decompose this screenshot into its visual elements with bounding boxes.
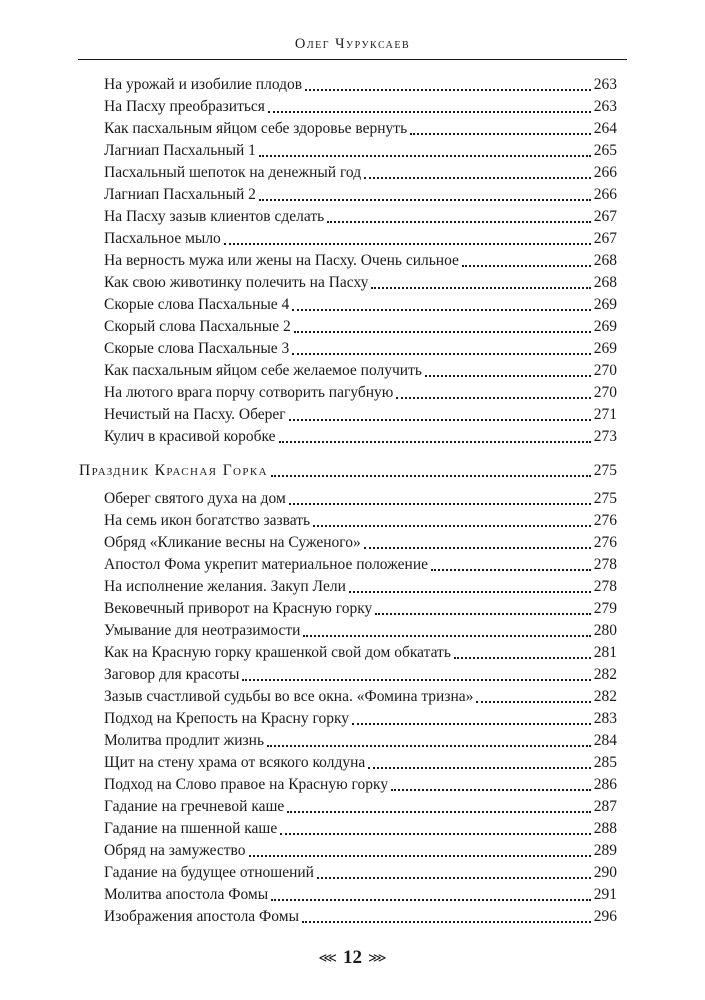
leader-dots [289, 503, 591, 505]
toc-entry-title: Щит на стену храма от всякого колдуна [104, 754, 366, 771]
toc-entry[interactable] [104, 686, 617, 708]
leader-dots [302, 921, 591, 923]
toc-entry-page: 267 [593, 230, 617, 247]
toc-entry[interactable] [104, 426, 617, 448]
toc-entry[interactable] [104, 184, 617, 206]
toc-section-title: Праздник Красная Горка [79, 462, 269, 479]
toc-entry-title: Лагниап Пасхальный 2 [104, 186, 256, 203]
toc-entry-page: 263 [593, 98, 617, 115]
toc-entry-page: 271 [593, 406, 617, 423]
toc-entry[interactable] [104, 118, 617, 140]
toc-entry-title: Обряд «Кликание весны на Суженого» [104, 534, 361, 551]
leader-dots [364, 177, 591, 179]
toc-entry-page: 289 [593, 842, 617, 859]
toc-entry[interactable] [104, 382, 617, 404]
leader-dots [271, 475, 591, 477]
toc-entry[interactable] [104, 708, 617, 730]
leader-dots [294, 331, 591, 333]
toc-entry-title: Как пасхальным яйцом себе здоровье вернуть [104, 120, 408, 137]
toc-entry-page: 269 [593, 340, 617, 357]
toc-entry-page: 282 [593, 688, 617, 705]
leader-dots [375, 613, 590, 615]
toc-entry-page: 268 [593, 252, 617, 269]
toc-entry-title: Обряд на замужество [104, 842, 246, 859]
toc-entry[interactable] [104, 664, 617, 686]
toc-entry-page: 283 [593, 710, 617, 727]
toc-entry-title: Заговор для красоты [104, 666, 240, 683]
leader-dots [371, 287, 590, 289]
toc-entry[interactable] [104, 272, 617, 294]
leader-dots [454, 657, 591, 659]
toc-entry-title: Нечистый на Пасху. Оберег [104, 406, 286, 423]
toc-entry-title: На семь икон богатство зазвать [104, 512, 311, 529]
toc-entry-page: 291 [593, 886, 617, 903]
leader-dots [268, 111, 591, 113]
toc-entry-title: Изображения апостола Фомы [104, 908, 299, 925]
toc-entry-title: Лагниап Пасхальный 1 [104, 142, 256, 159]
toc-entry-page: 265 [593, 142, 617, 159]
leader-dots [317, 877, 591, 879]
leader-dots [292, 353, 590, 355]
toc-entry[interactable] [104, 488, 617, 510]
toc-entry-title: На Пасху преобразиться [104, 98, 265, 115]
toc-entry-title: Кулич в красивой коробке [104, 428, 276, 445]
toc-entry-page: 286 [593, 776, 617, 793]
left-ornament-icon: ⋘ [318, 950, 337, 965]
toc-entry[interactable] [104, 360, 617, 382]
toc-entry-title: Скорый слова Пасхальные 2 [104, 318, 291, 335]
toc-entry-page: 281 [593, 644, 617, 661]
toc-entry-page: 270 [593, 384, 617, 401]
leader-dots [391, 789, 591, 791]
toc-entry[interactable] [104, 228, 617, 250]
toc-entry-page: 266 [593, 164, 617, 181]
toc-entry[interactable] [104, 884, 617, 906]
toc-entry-title: Умывание для неотразимости [104, 622, 301, 639]
toc-entry-title: Скорые слова Пасхальные 4 [104, 296, 290, 313]
leader-dots [368, 767, 590, 769]
leader-dots [476, 701, 590, 703]
toc-entry-title: Подход на Крепость на Красну горку [104, 710, 350, 727]
toc-entry-page: 276 [593, 512, 617, 529]
toc-entry-page: 264 [593, 120, 617, 137]
toc-entry-page: 269 [593, 318, 617, 335]
toc-entry-title: На лютого врага порчу сотворить пагубную [104, 384, 394, 401]
toc-entry-page: 267 [593, 208, 617, 225]
leader-dots [349, 591, 591, 593]
toc-entry[interactable] [104, 554, 617, 576]
toc-entry[interactable] [104, 532, 617, 554]
toc-entry-title: Пасхальный шепоток на денежный год [104, 164, 362, 181]
toc-entry-page: 268 [593, 274, 617, 291]
toc-entry-title: Как пасхальным яйцом себе желаемое получить [104, 362, 422, 379]
leader-dots [287, 811, 590, 813]
toc-entry-page: 278 [593, 556, 617, 573]
toc-entry[interactable] [104, 840, 617, 862]
toc-entry[interactable] [104, 752, 617, 774]
toc-entry-page: 275 [593, 490, 617, 507]
toc-entry-page: 284 [593, 732, 617, 749]
toc-entry-title: Молитва апостола Фомы [104, 886, 269, 903]
toc-entry-page: 269 [593, 296, 617, 313]
toc-entry-title: Скорые слова Пасхальные 3 [104, 340, 290, 357]
toc-entry-title: Зазыв счастливой судьбы во все окна. «Фомина тризна» [104, 688, 474, 705]
toc-entry-page: 288 [593, 820, 617, 837]
toc-entry[interactable] [104, 96, 617, 118]
leader-dots [279, 441, 591, 443]
toc-entry[interactable] [104, 510, 617, 532]
toc-entry-title: Гадание на будущее отношений [104, 864, 314, 881]
toc-entry-title: Вековечный приворот на Красную горку [104, 600, 373, 617]
toc-entry[interactable] [104, 206, 617, 228]
toc-entry-page: 290 [593, 864, 617, 881]
leader-dots [271, 899, 591, 901]
toc-section-page: 275 [593, 462, 617, 479]
toc-entry[interactable] [104, 576, 617, 598]
toc-entry-title: На исполнение желания. Закуп Лели [104, 578, 346, 595]
toc-entry[interactable] [104, 620, 617, 642]
leader-dots [259, 199, 591, 201]
toc-entry-title: Пасхальное мыло [104, 230, 221, 247]
leader-dots [431, 569, 591, 571]
toc-entry[interactable] [104, 140, 617, 162]
toc-entry[interactable] [104, 316, 617, 338]
leader-dots [396, 397, 590, 399]
leader-dots [327, 221, 591, 223]
toc-entry-page: 285 [593, 754, 617, 771]
toc-entry-title: На урожай и изобилие плодов [104, 76, 303, 93]
running-header: Олег Чуруксаев [294, 36, 411, 52]
leader-dots [249, 855, 591, 857]
toc-entry[interactable] [104, 730, 617, 752]
leader-dots [305, 89, 591, 91]
toc-entry[interactable] [104, 642, 617, 664]
toc-entry[interactable] [104, 294, 617, 316]
toc-entry-title: Апостол Фома укрепит материальное положение [104, 556, 429, 573]
toc-entry[interactable] [104, 598, 617, 620]
leader-dots [259, 155, 591, 157]
toc-entry[interactable] [104, 818, 617, 840]
leader-dots [289, 419, 591, 421]
page-number: 12 [343, 947, 362, 968]
toc-entry-title: Гадание на пшенной каше [104, 820, 278, 837]
leader-dots [280, 833, 591, 835]
header-rule [78, 59, 627, 60]
toc-entry[interactable] [104, 74, 617, 96]
toc-entry-page: 279 [593, 600, 617, 617]
page-footer [0, 947, 705, 969]
toc-entry-title: На Пасху зазыв клиентов сделать [104, 208, 325, 225]
toc-entry[interactable] [104, 162, 617, 184]
toc-entry-page: 266 [593, 186, 617, 203]
leader-dots [242, 679, 590, 681]
leader-dots [410, 133, 591, 135]
toc-entry[interactable] [104, 338, 617, 360]
toc-entry-title: Как свою животинку полечить на Пасху [104, 274, 369, 291]
toc-entry[interactable] [104, 862, 617, 884]
toc-entry-page: 287 [593, 798, 617, 815]
toc-entry-page: 278 [593, 578, 617, 595]
leader-dots [352, 723, 591, 725]
leader-dots [462, 265, 591, 267]
toc-entry-title: Как на Красную горку крашенкой свой дом обкатать [104, 644, 451, 661]
toc-entry-page: 263 [593, 76, 617, 93]
toc-entry[interactable] [104, 404, 617, 426]
toc-entry-page: 296 [593, 908, 617, 925]
toc-entry[interactable] [104, 250, 617, 272]
toc-entry[interactable] [104, 906, 617, 928]
leader-dots [292, 309, 590, 311]
leader-dots [267, 745, 591, 747]
toc-entry-page: 280 [593, 622, 617, 639]
toc-entry-title: Гадание на гречневой каше [104, 798, 285, 815]
leader-dots [303, 635, 590, 637]
leader-dots [313, 525, 591, 527]
toc-entry-title: Оберег святого духа на дом [104, 490, 286, 507]
toc-section-heading[interactable] [79, 460, 617, 482]
leader-dots [425, 375, 591, 377]
toc-entry[interactable] [104, 796, 617, 818]
toc-entry-page: 282 [593, 666, 617, 683]
right-ornament-icon: ⋙ [368, 950, 387, 965]
leader-dots [364, 547, 591, 549]
toc-entry-page: 276 [593, 534, 617, 551]
leader-dots [224, 243, 591, 245]
toc-entry-page: 273 [593, 428, 617, 445]
toc-entry[interactable] [104, 774, 617, 796]
toc-entry-title: На верность мужа или жены на Пасху. Очень сильное [104, 252, 459, 269]
toc-entry-title: Молитва продлит жизнь [104, 732, 265, 749]
toc-entry-page: 270 [593, 362, 617, 379]
toc-entry-title: Подход на Слово правое на Красную горку [104, 776, 389, 793]
